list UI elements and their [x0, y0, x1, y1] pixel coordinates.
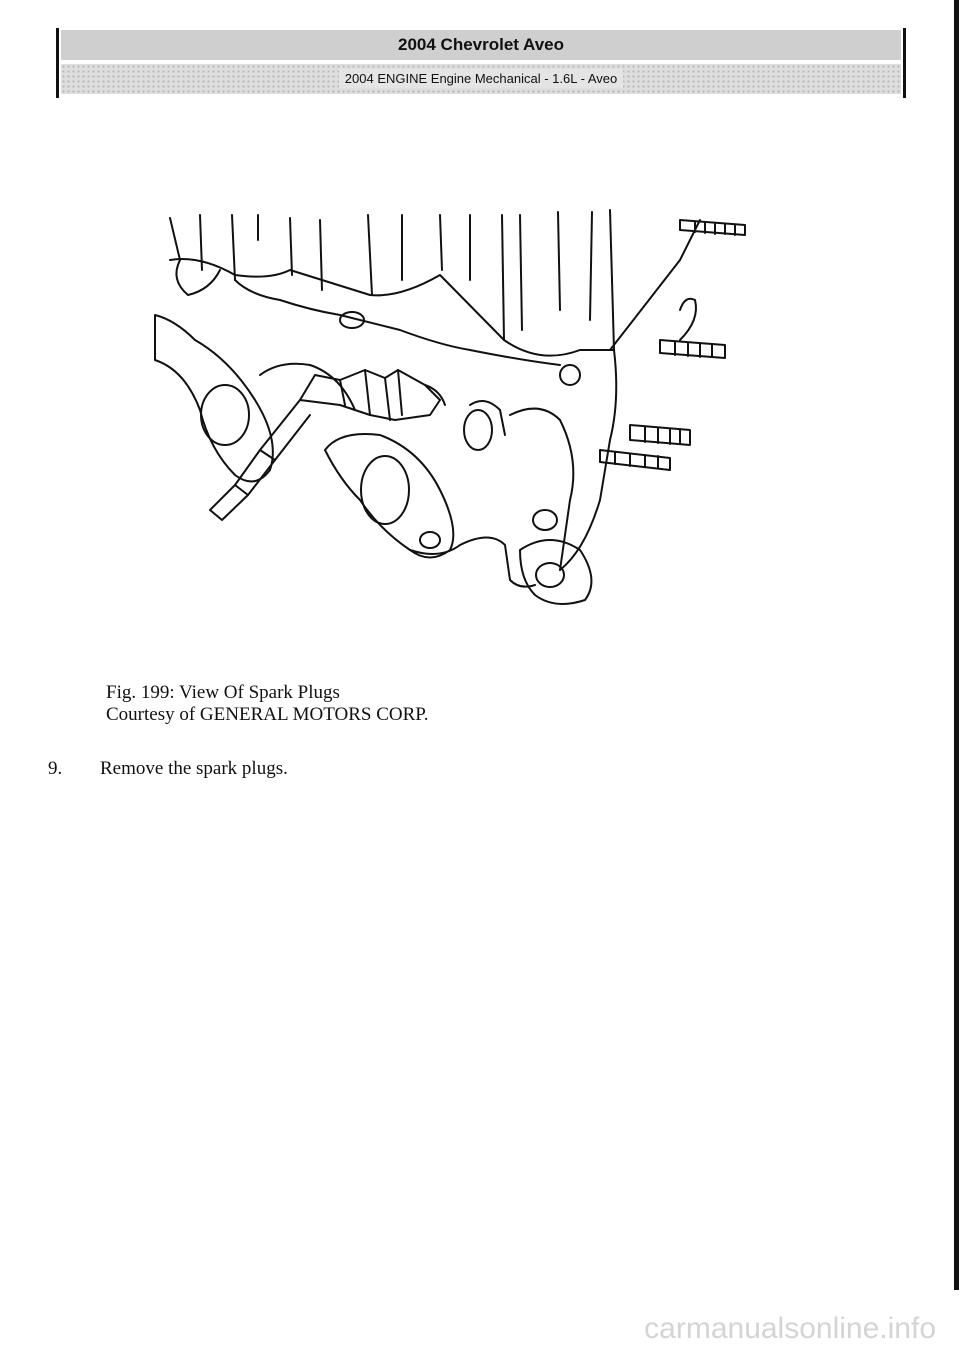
- figure-caption-title: Fig. 199: View Of Spark Plugs: [106, 682, 340, 703]
- watermark: carmanualsonline.info: [644, 1312, 936, 1345]
- header-subtitle-band: [61, 64, 901, 94]
- procedure-step: [48, 758, 288, 780]
- header-title: 2004 Chevrolet Aveo: [61, 30, 901, 60]
- figure-caption-credit: Courtesy of GENERAL MOTORS CORP.: [106, 704, 429, 725]
- spark-plug-illustration: [140, 200, 760, 620]
- step-number: 9.: [48, 758, 63, 779]
- header-subtitle: 2004 ENGINE Engine Mechanical - 1.6L - Aveo: [339, 69, 623, 88]
- figure-caption: [106, 682, 429, 726]
- step-text: Remove the spark plugs.: [100, 758, 288, 779]
- page-right-border: [954, 0, 959, 1290]
- header-left-bar: [56, 28, 59, 98]
- header-right-bar: [903, 28, 906, 98]
- document-header: [56, 28, 906, 98]
